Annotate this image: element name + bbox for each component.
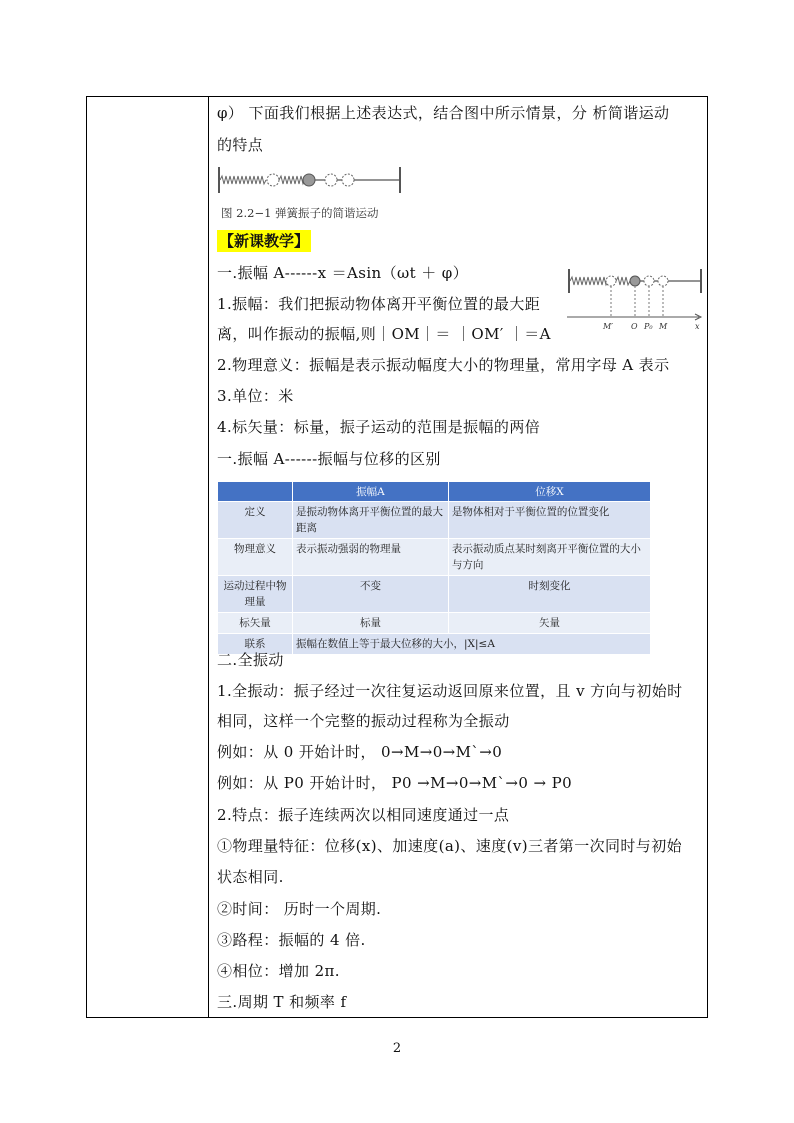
label-x-axis: x (695, 322, 700, 331)
text-line: ④相位：增加 2π. (217, 962, 340, 980)
text-line: ②时间： 历时一个周期. (217, 900, 382, 918)
table-row (218, 502, 651, 539)
label-p0: P₀ (644, 322, 653, 331)
table-cell: 运动过程中物理量 (218, 576, 293, 613)
table-cell: 定义 (218, 502, 293, 539)
label-m: M (659, 322, 668, 331)
table-cell: 标矢量 (218, 613, 293, 634)
text-line: 例如：从 P0 开始计时， P0 →M→0→M`→0 → P0 (217, 774, 573, 792)
label-o: O (631, 322, 638, 331)
text-line: ①物理量特征：位移(x)、加速度(a)、速度(v)三者第一次同时与初始 (217, 837, 682, 855)
table-cell: 标量 (293, 613, 449, 634)
label-m-prime: M′ (603, 322, 614, 331)
table-cell: 不变 (293, 576, 449, 613)
table-row (218, 539, 651, 576)
table-cell: 是振动物体离开平衡位置的最大距离 (293, 502, 449, 539)
table-cell: 振幅在数值上等于最大位移的大小，|X|≤A (293, 634, 651, 655)
table-header: 振幅A (293, 482, 449, 502)
table-header: 位移X (448, 482, 650, 502)
spring-oscillator-figure (217, 165, 403, 195)
section-highlight: 【新课教学】 (219, 232, 310, 250)
table-cell: 是物体相对于平衡位置的位置变化 (448, 502, 650, 539)
table-cell: 物理意义 (218, 539, 293, 576)
text-line: 2.物理意义：振幅是表示振动幅度大小的物理量，常用字母 A 表示 (217, 356, 670, 374)
text-line: 离，叫作振动的振幅,则｜OM｜＝ ｜OM′ ｜＝A (217, 325, 551, 343)
text-line: 一.振幅 A------x ＝Asin（ωt ＋ φ） (217, 264, 469, 282)
text-line: 1.振幅：我们把振动物体离开平衡位置的最大距 (217, 295, 541, 313)
table-cell: 联系 (218, 634, 293, 655)
table-cell: 表示振动质点某时刻离开平衡位置的大小与方向 (448, 539, 650, 576)
amplitude-displacement-table (217, 481, 651, 655)
table-row (218, 576, 651, 613)
table-row (218, 613, 651, 634)
text-line: 三.周期 T 和频率 f (217, 993, 347, 1011)
text-line: 例如：从 0 开始计时， 0→M→0→M`→0 (217, 743, 503, 761)
text-line: 3.单位：米 (217, 387, 294, 405)
amplitude-figure (567, 267, 707, 333)
table-cell: 时刻变化 (448, 576, 650, 613)
text-line: 状态相同. (217, 868, 284, 886)
text-line: 1.全振动：振子经过一次往复运动返回原来位置，且 v 方向与初始时 (217, 682, 683, 700)
text-line: 4.标矢量：标量，振子运动的范围是振幅的两倍 (217, 418, 541, 436)
figure-caption: 图 2.2−1 弹簧振子的简谐运动 (221, 206, 379, 220)
text-line: 2.特点：振子连续两次以相同速度通过一点 (217, 806, 510, 824)
page-number: 2 (392, 1041, 402, 1056)
table-cell: 矢量 (448, 613, 650, 634)
lesson-table-frame (86, 96, 708, 1018)
text-line: 二.全振动 (217, 651, 284, 669)
column-divider (208, 97, 209, 1017)
text-line: 一.振幅 A------振幅与位移的区别 (217, 450, 441, 468)
text-line: ③路程：振幅的 4 倍. (217, 931, 366, 949)
table-cell: 表示振动强弱的物理量 (293, 539, 449, 576)
text-line: φ） 下面我们根据上述表达式，结合图中所示情景，分 析简谐运动 (217, 104, 670, 122)
text-line: 的特点 (217, 136, 264, 154)
text-line: 相同，这样一个完整的振动过程称为全振动 (217, 712, 510, 730)
table-header (218, 482, 293, 502)
